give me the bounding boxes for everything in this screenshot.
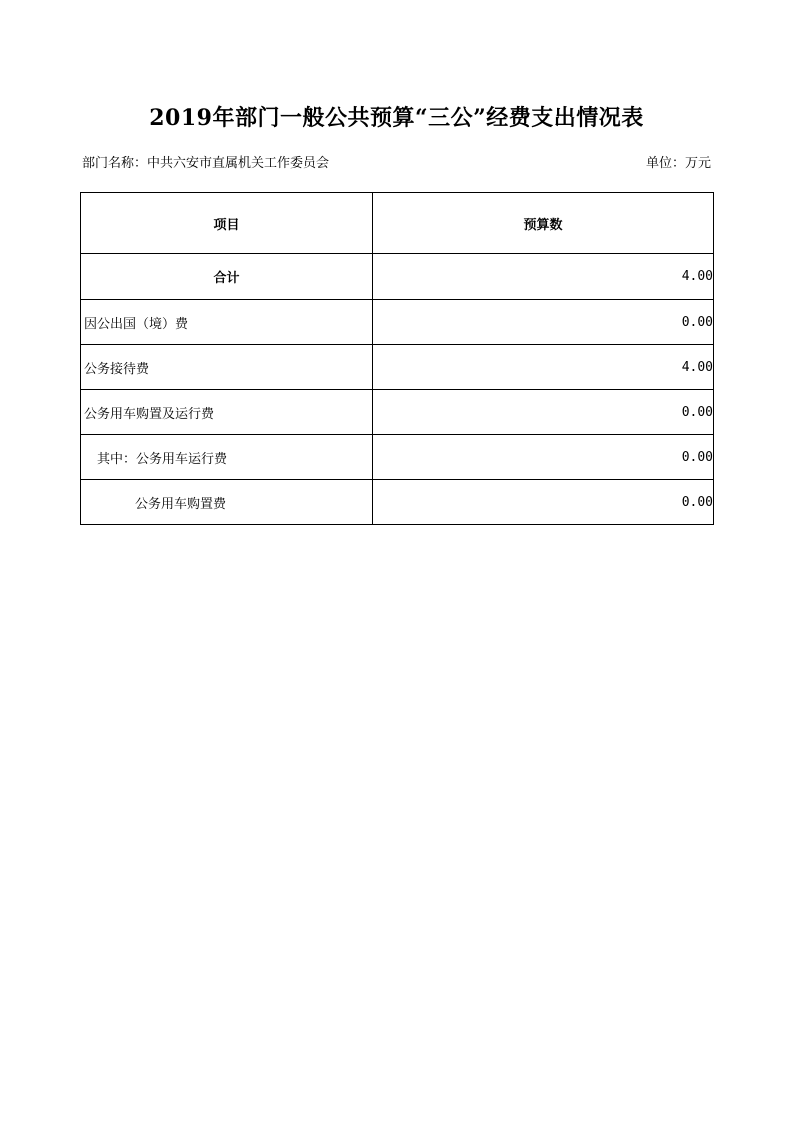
table-row (81, 390, 714, 435)
row-value: 4.00 (373, 254, 714, 300)
department-name: 部门名称：中共六安市直属机关工作委员会 (82, 156, 330, 171)
table-row (81, 435, 714, 480)
page-title: 2019年部门一般公共预算“三公”经费支出情况表 (149, 105, 644, 131)
unit-label: 单位：万元 (645, 156, 711, 171)
row-value: 4.00 (373, 345, 714, 390)
table-header-row (81, 193, 714, 254)
row-value: 0.00 (373, 435, 714, 480)
table-row-total (81, 254, 714, 300)
column-header-item: 项目 (81, 193, 373, 254)
row-label: 公务用车购置及运行费 (81, 390, 373, 435)
row-label: 公务用车购置费 (81, 480, 373, 525)
table-row (81, 300, 714, 345)
row-label: 合计 (81, 254, 373, 300)
row-value: 0.00 (373, 390, 714, 435)
row-label: 其中：公务用车运行费 (81, 435, 373, 480)
column-header-budget: 预算数 (373, 193, 714, 254)
budget-table (80, 192, 714, 525)
table-row (81, 480, 714, 525)
row-label: 公务接待费 (81, 345, 373, 390)
table-row (81, 345, 714, 390)
row-label: 因公出国（境）费 (81, 300, 373, 345)
row-value: 0.00 (373, 480, 714, 525)
row-value: 0.00 (373, 300, 714, 345)
